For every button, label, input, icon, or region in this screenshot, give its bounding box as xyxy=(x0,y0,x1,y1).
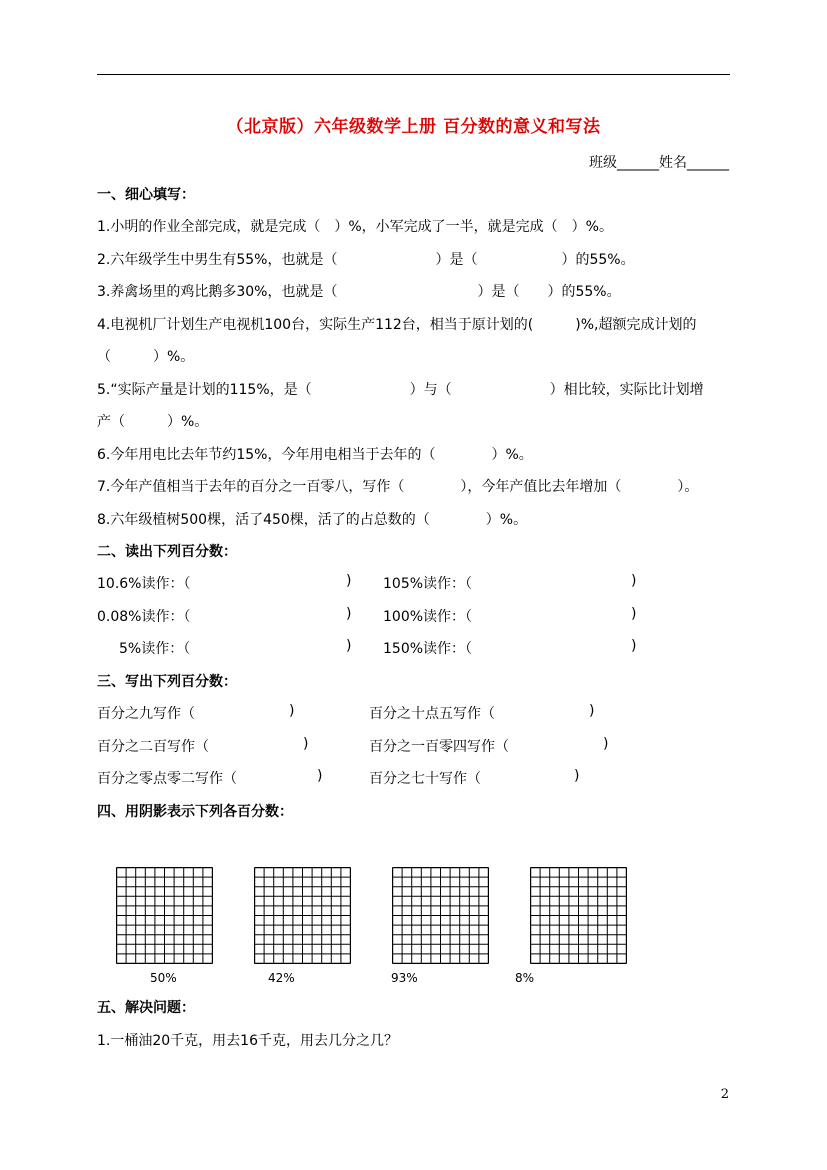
hundred-grid-4[interactable] xyxy=(530,867,627,964)
write-item-right-2: 百分之一百零四写作（ xyxy=(369,739,509,755)
write-item-left-2: 百分之二百写作（ xyxy=(97,739,209,755)
write-close-right-2: ) xyxy=(603,736,609,752)
write-item-right-3: 百分之七十写作（ xyxy=(369,771,481,787)
question-8: 8.六年级植树500棵，活了450棵，活了的占总数的（ ）%。 xyxy=(97,512,528,528)
read-close-left-3: ) xyxy=(346,638,352,654)
read-item-left-1: 10.6%读作：（ xyxy=(97,576,191,592)
read-item-right-1: 105%读作：（ xyxy=(383,576,473,592)
write-item-right-1: 百分之十点五写作（ xyxy=(369,706,495,722)
page-number: 2 xyxy=(720,1087,729,1102)
write-close-left-1: ) xyxy=(289,703,295,719)
write-close-left-3: ) xyxy=(317,768,323,784)
problem-1: 1.一桶油20千克，用去16千克，用去几分之几？ xyxy=(97,1033,398,1049)
section1-heading: 一、细心填写： xyxy=(97,187,195,203)
class-name-line: 班级______姓名______ xyxy=(589,155,729,171)
section4-heading: 四、用阴影表示下列各百分数： xyxy=(97,804,293,820)
header-rule xyxy=(97,74,730,75)
read-close-right-3: ) xyxy=(631,638,637,654)
write-close-right-3: ) xyxy=(574,768,580,784)
read-close-right-1: ) xyxy=(631,573,637,589)
grid-label-2: 42% xyxy=(268,971,295,985)
question-6: 6.今年用电比去年节约15%，今年用电相当于去年的（ ）%。 xyxy=(97,447,533,463)
read-item-right-3: 150%读作：（ xyxy=(383,641,473,657)
page-title: （北京版）六年级数学上册 百分数的意义和写法 xyxy=(226,117,601,137)
write-close-left-2: ) xyxy=(303,736,309,752)
question-5: 5.“实际产量是计划的115%，是（ ）与（ ）相比较，实际比计划增 xyxy=(97,382,704,398)
read-close-left-2: ) xyxy=(346,606,352,622)
read-close-right-2: ) xyxy=(631,606,637,622)
question-2: 2.六年级学生中男生有55%，也就是（ ）是（ ）的55%。 xyxy=(97,252,635,268)
hundred-grid-1[interactable] xyxy=(116,867,213,964)
grid-label-3: 93% xyxy=(391,971,418,985)
question-7: 7.今年产值相当于去年的百分之一百零八，写作（ ），今年产值比去年增加（ ）。 xyxy=(97,479,699,495)
grid-label-4: 8% xyxy=(515,971,535,985)
question-5-cont: 产（ ）%。 xyxy=(97,414,209,430)
question-4-cont: （ ）%。 xyxy=(97,349,195,365)
hundred-grid-3[interactable] xyxy=(392,867,489,964)
write-item-left-3: 百分之零点零二写作（ xyxy=(97,771,237,787)
section5-heading: 五、解决问题： xyxy=(97,1000,195,1016)
read-item-left-3: 5%读作：（ xyxy=(119,641,191,657)
read-close-left-1: ) xyxy=(346,573,352,589)
read-item-left-2: 0.08%读作：（ xyxy=(97,609,191,625)
question-3: 3.养禽场里的鸡比鹅多30%，也就是（ ）是（ ）的55%。 xyxy=(97,284,621,300)
question-4: 4.电视机厂计划生产电视机100台，实际生产112台，相当于原计划的( )%,超额完成计划的 xyxy=(97,317,697,333)
hundred-grid-2[interactable] xyxy=(254,867,351,964)
question-1: 1.小明的作业全部完成，就是完成（ ）%，小军完成了一半，就是完成（ ）%。 xyxy=(97,219,613,235)
write-close-right-1: ) xyxy=(589,703,595,719)
read-item-right-2: 100%读作：（ xyxy=(383,609,473,625)
section2-heading: 二、读出下列百分数： xyxy=(97,544,237,560)
grid-label-1: 50% xyxy=(150,971,177,985)
write-item-left-1: 百分之九写作（ xyxy=(97,706,195,722)
section3-heading: 三、写出下列百分数： xyxy=(97,674,237,690)
